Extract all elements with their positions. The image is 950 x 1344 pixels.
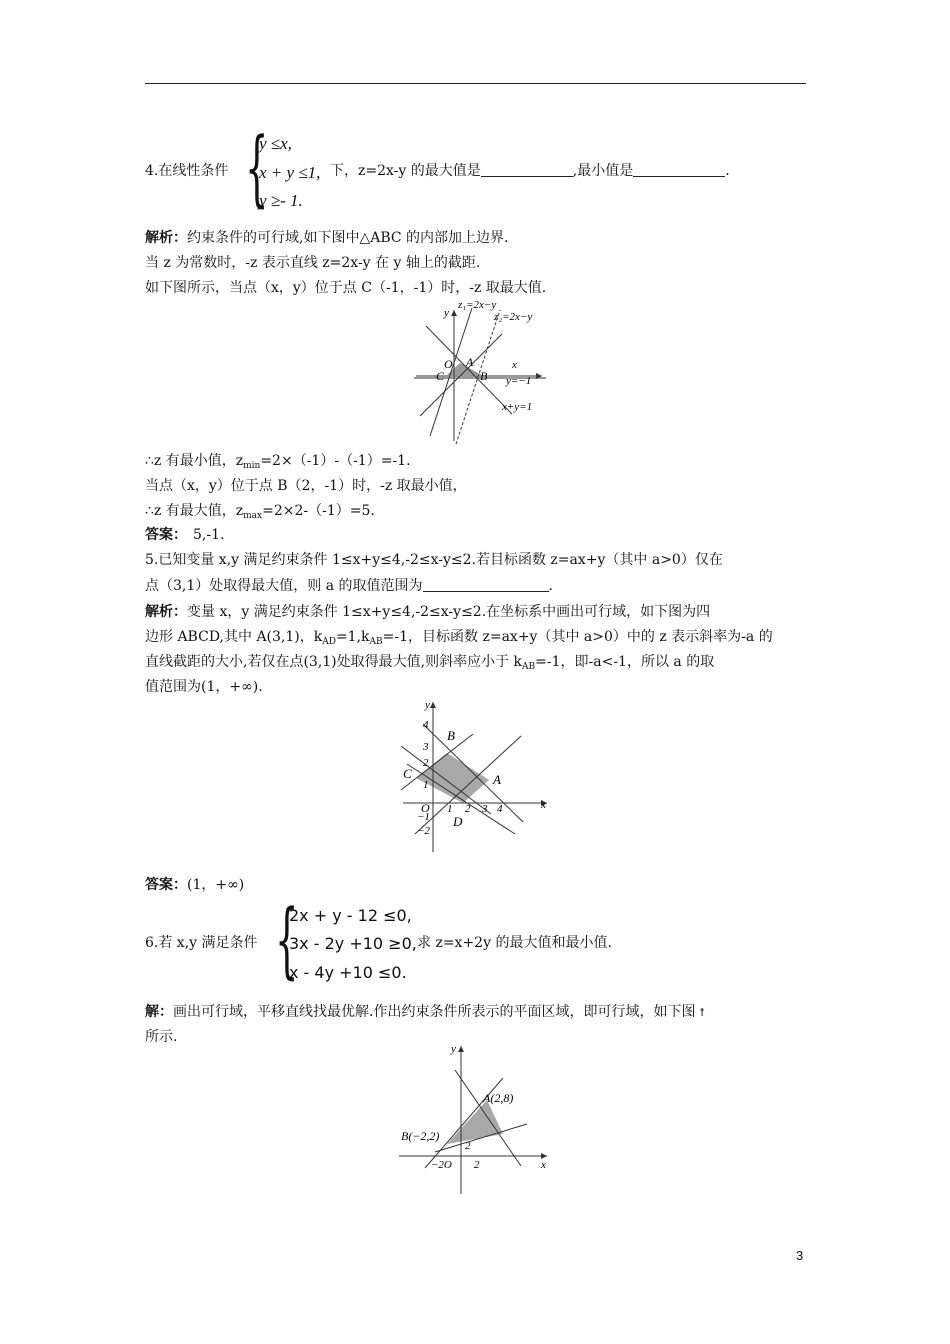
q6-solution-line-1: [145, 1003, 707, 1022]
q4-condition-2: x + y ≤1,: [259, 163, 321, 182]
collapse-chevron-icon[interactable]: ↟: [697, 1006, 707, 1019]
header-rule: [145, 83, 806, 84]
q4-label-x-plus-y-1: x+y=1: [502, 401, 533, 413]
q5-solution-line-1: [145, 603, 710, 621]
q6-condition-3: x - 4y +10 ≤0.: [289, 963, 407, 982]
q5-solution-text-1: 变量 x，y 满足约束条件 1≤x+y≤4,-2≤x-y≤2.在坐标系中画出可行域，如下图为四: [187, 604, 711, 620]
q4-result-1: [145, 452, 411, 475]
q5-tick-x-4: 4: [497, 803, 503, 815]
q5-solution-2c: =-1，目标函数 z=ax+y（其中 a>0）中的 z 表示斜率为-a 的: [382, 629, 773, 645]
q4-question-end: .: [725, 163, 730, 179]
q4-question: [330, 162, 730, 180]
page-number: 3: [796, 1248, 804, 1263]
q4-label-A: A: [466, 355, 474, 369]
q5-tick-y-neg2: −2: [417, 825, 430, 837]
q4-solution-label: 解析：: [145, 230, 187, 246]
q4-label-z2: z₂=2x−y: [494, 311, 533, 323]
q4-result-1b: =2×（-1）-（-1）=-1.: [260, 453, 411, 469]
q4-line-z2: [456, 310, 500, 444]
q6-solution-text-1: 画出可行域，平移直线找最优解.作出约束条件所表示的平面区域，即可行域，如下图: [173, 1004, 696, 1020]
q4-result-3b: =2×2-（-1）=5.: [262, 503, 375, 519]
q5-tick-y-4: 4: [423, 719, 429, 731]
q5-solution-3a: 直线截距的大小,若仅在点(3,1)处取得最大值,则斜率应小于 k: [145, 654, 523, 670]
q4-prefix: 4.在线性条件: [145, 163, 229, 179]
q4-label-y: y: [444, 307, 449, 319]
q4-result-2: 当点（x，y）位于点 B（2，-1）时，-z 取最小值，: [145, 478, 467, 494]
q4-max-blank: [481, 162, 573, 177]
q4-question-mid: 下，z=2x-y 的最大值是: [330, 163, 481, 179]
q4-result-3-sub: max: [243, 511, 263, 521]
q5-solution-2a: 边形 ABCD,其中 A(3,1)，k: [145, 629, 323, 645]
q6-solution-line-2: 所示.: [145, 1029, 178, 1045]
q5-figure: [395, 694, 560, 856]
q4-result-3a: ∴z 有最大值，z: [145, 503, 244, 519]
q5-label-y: y: [425, 699, 430, 711]
q4-label-O: O: [444, 357, 453, 371]
q4-solution-line-1: [145, 229, 509, 247]
q4-question-mid2: ,最小值是: [572, 163, 634, 179]
q5-solution-2b: =1,k: [335, 629, 370, 645]
q5-solution-line-4: 值范围为(1，+∞).: [145, 679, 263, 695]
q4-line-x-plus-y-1: [420, 334, 502, 416]
q6-y-arrow: [458, 1046, 464, 1052]
q4-solution-line-3: 如下图所示，当点（x，y）位于点 C（-1，-1）时，-z 取最大值.: [145, 280, 547, 296]
q5-tick-y-2: 2: [423, 757, 429, 769]
q4-y-arrow: [451, 310, 457, 316]
q5-text-1: 5.已知变量 x,y 满足约束条件 1≤x+y≤4,-2≤x-y≤2.若目标函数 z=ax+y（其中 a>0）仅在: [145, 552, 723, 568]
q6-brace: {: [275, 893, 299, 988]
q6-feasible-region: [447, 1100, 503, 1144]
q4-answer: [145, 526, 224, 544]
q4-result-1-sub: min: [243, 461, 261, 471]
q4-answer-label: 答案：: [145, 527, 187, 543]
q5-solution-line-3: [145, 653, 714, 676]
q5-text-2: [145, 577, 553, 595]
q6-label-B: B(−2,2): [401, 1129, 440, 1143]
q4-label-C: C: [436, 369, 445, 383]
q5-tick-x-3: 3: [482, 803, 488, 815]
q4-solution-text-1: 约束条件的可行域,如下图中△ABC 的内部加上边界.: [187, 230, 509, 246]
q5-label-A: A: [493, 772, 501, 787]
q4-brace: {: [245, 121, 269, 216]
q5-solution-2-sub1: AD: [322, 637, 336, 647]
q6-tick-x-2: 2: [474, 1159, 480, 1171]
q5-label-D: D: [453, 814, 463, 829]
q6-label-y: y: [451, 1043, 456, 1055]
q4-result-3: [145, 502, 375, 525]
q6-condition-2: 3x - 2y +10 ≥0,: [289, 934, 417, 953]
q5-solution-3-sub: AB: [522, 662, 536, 672]
q5-solution-2-sub2: AB: [369, 637, 383, 647]
q5-answer-blank: [423, 577, 549, 592]
q5-solution-line-2: [145, 628, 773, 651]
q5-tick-y-neg1: −1: [417, 811, 430, 823]
q6-tick-neg2-origin: −2O: [431, 1159, 452, 1171]
q5-answer-value: (1，+∞): [187, 877, 245, 893]
q4-label-B: B: [480, 369, 488, 383]
q4-label-x: x: [512, 359, 517, 371]
q5-tick-y-3: 3: [423, 741, 429, 753]
q5-text-2-end: .: [548, 578, 553, 594]
q6-label-x: x: [541, 1159, 546, 1171]
q5-tick-y-1: 1: [423, 779, 429, 791]
q5-solution-3b: =-1，即-a<-1，所以 a 的取: [535, 654, 715, 670]
q5-y-arrow: [430, 702, 436, 708]
q5-label-C: C: [403, 766, 412, 781]
q4-label-y-minus-1: y=−1: [506, 375, 532, 387]
q4-figure: [410, 296, 550, 444]
q5-answer-label: 答案：: [145, 877, 187, 893]
q4-result-1a: ∴z 有最小值，z: [145, 453, 244, 469]
q6-tick-y-2: 2: [465, 1140, 471, 1152]
q5-text-2a: 点（3,1）处取得最大值，则 a 的取值范围为: [145, 578, 423, 594]
q5-tick-x-2: 2: [465, 803, 471, 815]
q6-label-A: A(2,8): [483, 1091, 514, 1105]
q4-condition-1: y ≤x,: [259, 134, 292, 153]
q5-label-B: B: [447, 728, 455, 743]
q4-answer-value: 5,-1.: [193, 527, 225, 543]
q6-figure: [395, 1040, 560, 1200]
q4-label-z1: z₁=2x−y: [458, 299, 497, 311]
q4-min-blank: [633, 162, 725, 177]
q6-suffix: 求 z=x+2y 的最大值和最小值.: [417, 935, 612, 951]
q6-solution-label: 解：: [145, 1004, 173, 1020]
q4-condition-3: y ≥- 1.: [259, 191, 303, 210]
q6-condition-1: 2x + y - 12 ≤0,: [289, 906, 412, 925]
q6-prefix: 6.若 x,y 满足条件: [145, 935, 258, 951]
q4-solution-line-2: 当 z 为常数时，-z 表示直线 z=2x-y 在 y 轴上的截距.: [145, 255, 481, 271]
q5-solution-label: 解析：: [145, 604, 187, 620]
q5-label-x: x: [541, 799, 546, 811]
q5-label-O: O: [421, 801, 430, 815]
q5-answer: [145, 876, 244, 894]
q5-tick-x-1: 1: [447, 803, 453, 815]
